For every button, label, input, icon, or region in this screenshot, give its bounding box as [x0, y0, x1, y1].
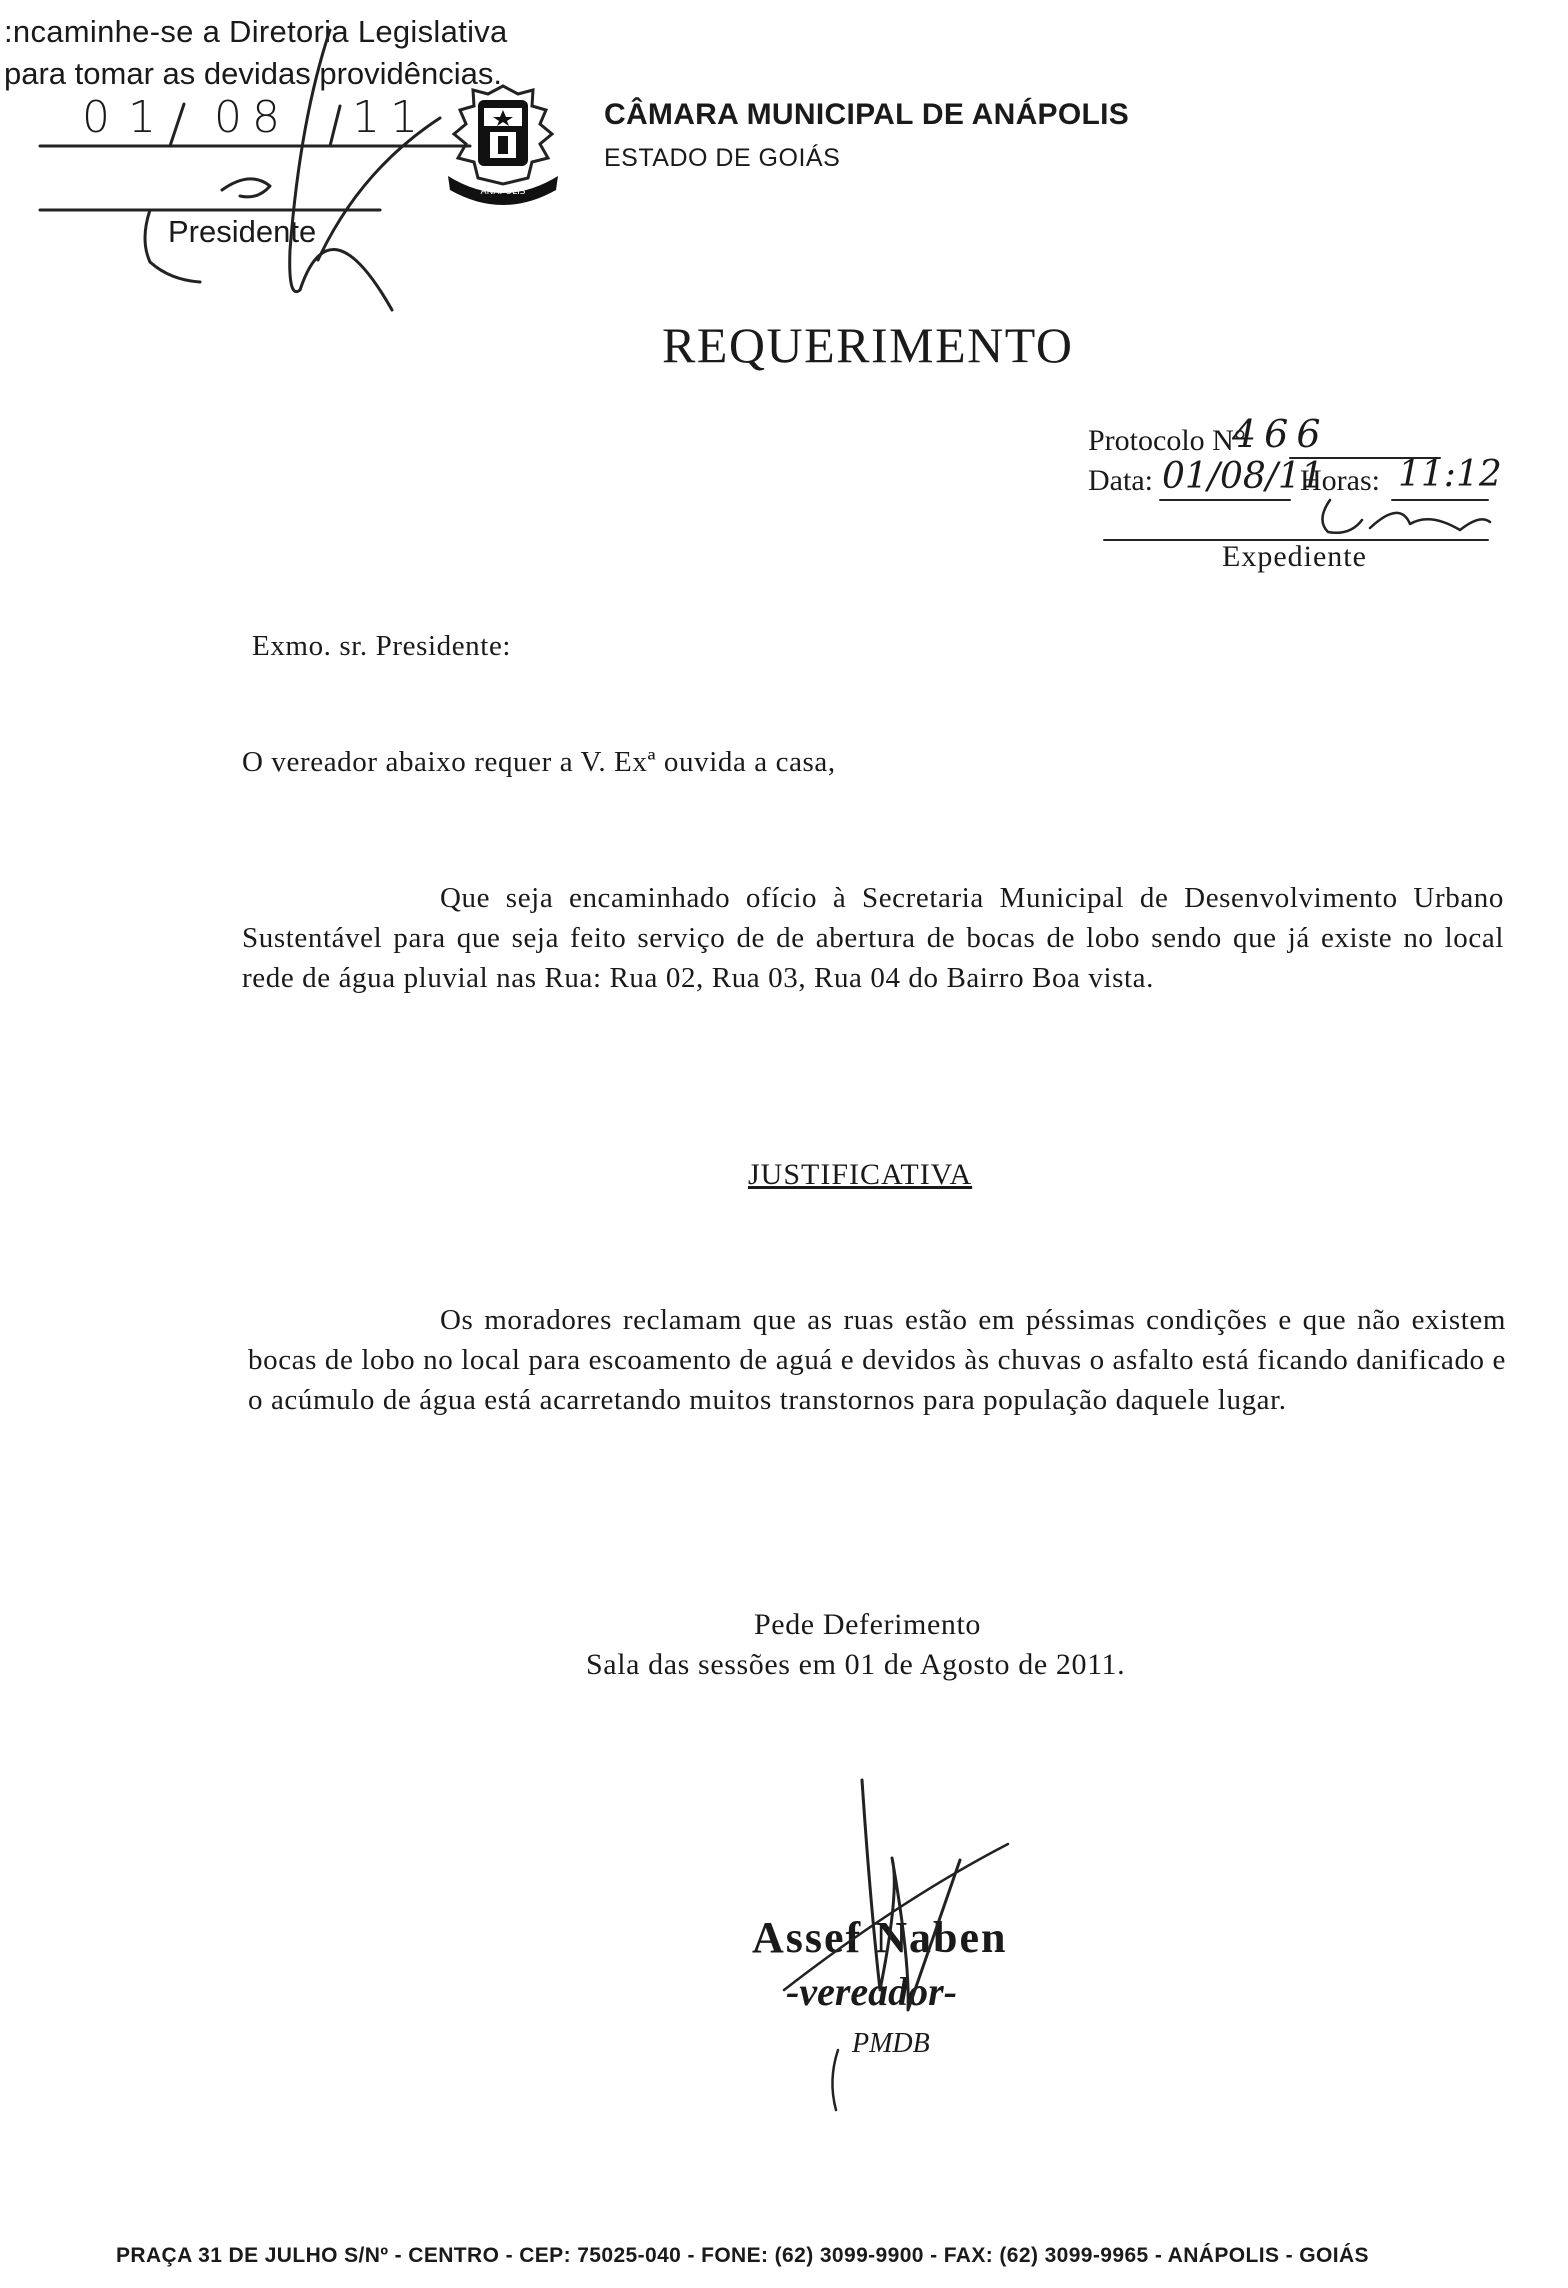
protocol-date-value: 01/08/11 — [1162, 456, 1324, 497]
dispatch-stamp-line-2: para tomar as devidas providências. — [4, 56, 502, 91]
organization-state: ESTADO DE GOIÁS — [604, 144, 841, 172]
justificativa-heading: JUSTIFICATIVA — [748, 1158, 973, 1191]
closing-line-1: Pede Deferimento — [754, 1608, 982, 1641]
municipal-crest-icon — [440, 80, 566, 208]
protocol-expediente-label: Expediente — [1222, 540, 1367, 573]
protocol-initials-stroke — [1322, 500, 1490, 533]
signer-party: PMDB — [852, 2028, 930, 2059]
footer-address: PRAÇA 31 DE JULHO S/Nº - CENTRO - CEP: 75025-040 - FONE: (62) 3099-9900 - FAX: (62) 3099-9965 - ANÁPOLIS - GOIÁS — [116, 2244, 1369, 2267]
dispatch-stamp-line-1: :ncaminhe-se a Diretoria Legislativa — [4, 14, 508, 49]
closing-line-2: Sala das sessões em 01 de Agosto de 2011. — [586, 1648, 1126, 1681]
signer-role: -vereador- — [786, 1969, 958, 2014]
protocol-number-value: 466 — [1232, 412, 1329, 456]
crest-text: ANÁPOLIS — [480, 187, 526, 197]
protocol-number-label: Protocolo N° — [1088, 424, 1246, 457]
dispatch-date-month: 08 — [214, 92, 290, 143]
signer-name: Assef Naben — [752, 1913, 1008, 1962]
protocol-time-label: Horas: — [1300, 464, 1380, 497]
organization-name: CÂMARA MUNICIPAL DE ANÁPOLIS — [604, 98, 1130, 131]
intro-paragraph: O vereador abaixo requer a V. Exª ouvida a casa, — [242, 746, 836, 778]
dispatch-date-year: 11 — [352, 92, 428, 143]
justificativa-text: Os moradores reclamam que as ruas estão em péssimas condições e que não existem bocas de lobo no local para escoamento de aguá e devidos às chuvas o asfalto está ficando danificado e o acúmulo de água está acarretando muitos transtornos para população daquele lugar. — [248, 1304, 1506, 1416]
protocol-time-value: 11:12 — [1398, 454, 1502, 495]
justificativa-paragraph — [248, 1300, 1506, 1420]
dispatch-date-day: 01 — [82, 92, 174, 143]
dispatch-president-label: Presidente — [168, 214, 317, 249]
request-paragraph — [242, 878, 1504, 998]
salutation: Exmo. sr. Presidente: — [252, 630, 512, 662]
protocol-date-label: Data: — [1088, 464, 1153, 497]
request-text: Que seja encaminhado ofício à Secretaria Municipal de Desenvolvimento Urbano Sustentável para que seja feito serviço de de abertura de bocas de lobo sendo que já existe no local rede de água pluvial nas Rua: Rua 02, Rua 03, Rua 04 do Bairro Boa vista. — [242, 882, 1504, 994]
document-title: REQUERIMENTO — [662, 317, 1074, 373]
